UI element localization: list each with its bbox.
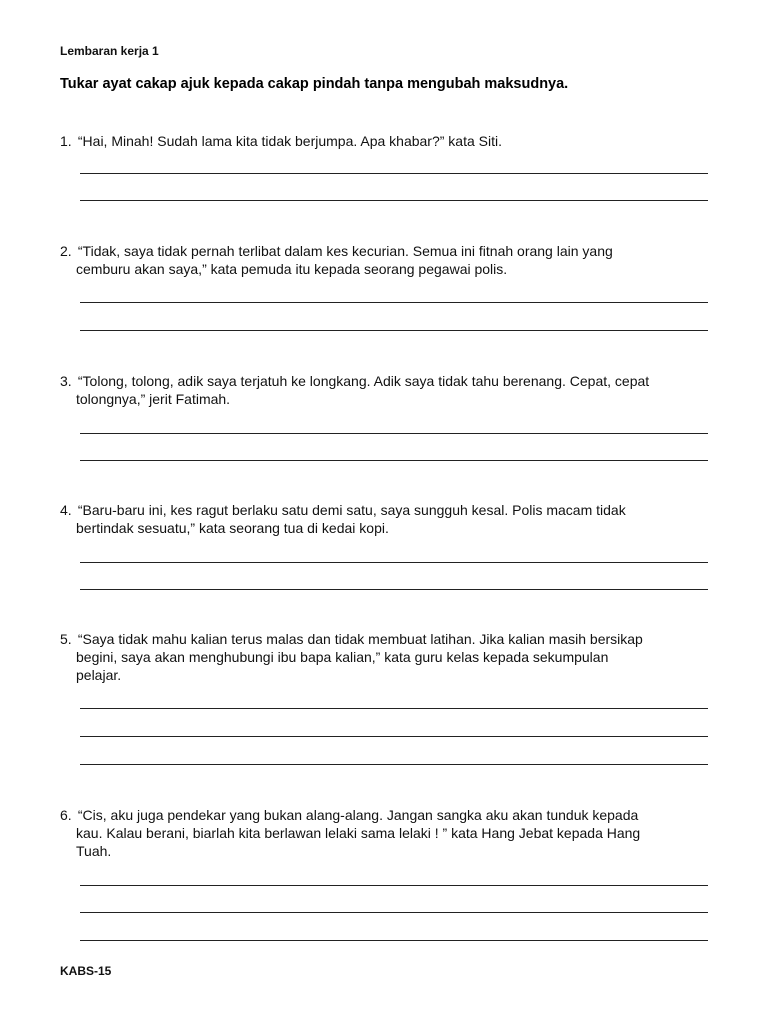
question-text: “Saya tidak mahu kalian terus malas dan tidak membuat latihan. Jika kalian masih bersikap [77, 631, 643, 647]
answer-line[interactable] [80, 460, 708, 461]
question-number: 2. [60, 243, 72, 259]
question-number: 3. [60, 373, 72, 389]
question-5 [60, 630, 720, 684]
answer-line[interactable] [80, 912, 708, 913]
question-text: tolongnya,” jerit Fatimah. [76, 391, 231, 407]
question-text: “Hai, Minah! Sudah lama kita tidak berjumpa. Apa khabar?” kata Siti. [77, 133, 502, 149]
answer-line[interactable] [80, 736, 708, 737]
question-text: “Baru-baru ini, kes ragut berlaku satu demi satu, saya sungguh kesal. Polis macam tidak [77, 502, 626, 518]
answer-line[interactable] [80, 885, 708, 886]
question-text: cemburu akan saya,” kata pemuda itu kepada seorang pegawai polis. [76, 261, 508, 277]
question-text: “Tolong, tolong, adik saya terjatuh ke longkang. Adik saya tidak tahu berenang. Cepat, cepat [77, 373, 650, 389]
answer-line[interactable] [80, 708, 708, 709]
question-text: “Cis, aku juga pendekar yang bukan alang-alang. Jangan sangka aku akan tunduk kepada [77, 807, 639, 823]
answer-line[interactable] [80, 302, 708, 303]
answer-line[interactable] [80, 173, 708, 174]
question-text: bertindak sesuatu,” kata seorang tua di kedai kopi. [76, 520, 389, 536]
answer-line[interactable] [80, 330, 708, 331]
answer-line[interactable] [80, 940, 708, 941]
answer-line[interactable] [80, 589, 708, 590]
question-text: pelajar. [76, 667, 122, 683]
answer-line[interactable] [80, 200, 708, 201]
question-4 [60, 501, 720, 537]
question-number: 5. [60, 631, 72, 647]
answer-line[interactable] [80, 562, 708, 563]
question-6 [60, 806, 720, 860]
question-number: 4. [60, 502, 72, 518]
footer-code: KABS-15 [60, 964, 112, 978]
question-3 [60, 372, 720, 408]
answer-line[interactable] [80, 764, 708, 765]
question-number: 6. [60, 807, 72, 823]
answer-line[interactable] [80, 433, 708, 434]
instruction-heading: Tukar ayat cakap ajuk kepada cakap pindah tanpa mengubah maksudnya. [60, 76, 569, 92]
question-text: Tuah. [76, 843, 112, 859]
question-text: begini, saya akan menghubungi ibu bapa kalian,” kata guru kelas kepada sekumpulan [76, 649, 609, 665]
question-1 [60, 132, 720, 150]
sheet-label: Lembaran kerja 1 [60, 44, 159, 58]
question-number: 1. [60, 133, 72, 149]
question-2 [60, 242, 720, 278]
question-text: “Tidak, saya tidak pernah terlibat dalam kes kecurian. Semua ini fitnah orang lain yang [77, 243, 613, 259]
question-text: kau. Kalau berani, biarlah kita berlawan lelaki sama lelaki ! ” kata Hang Jebat kepada Hang [76, 825, 641, 841]
